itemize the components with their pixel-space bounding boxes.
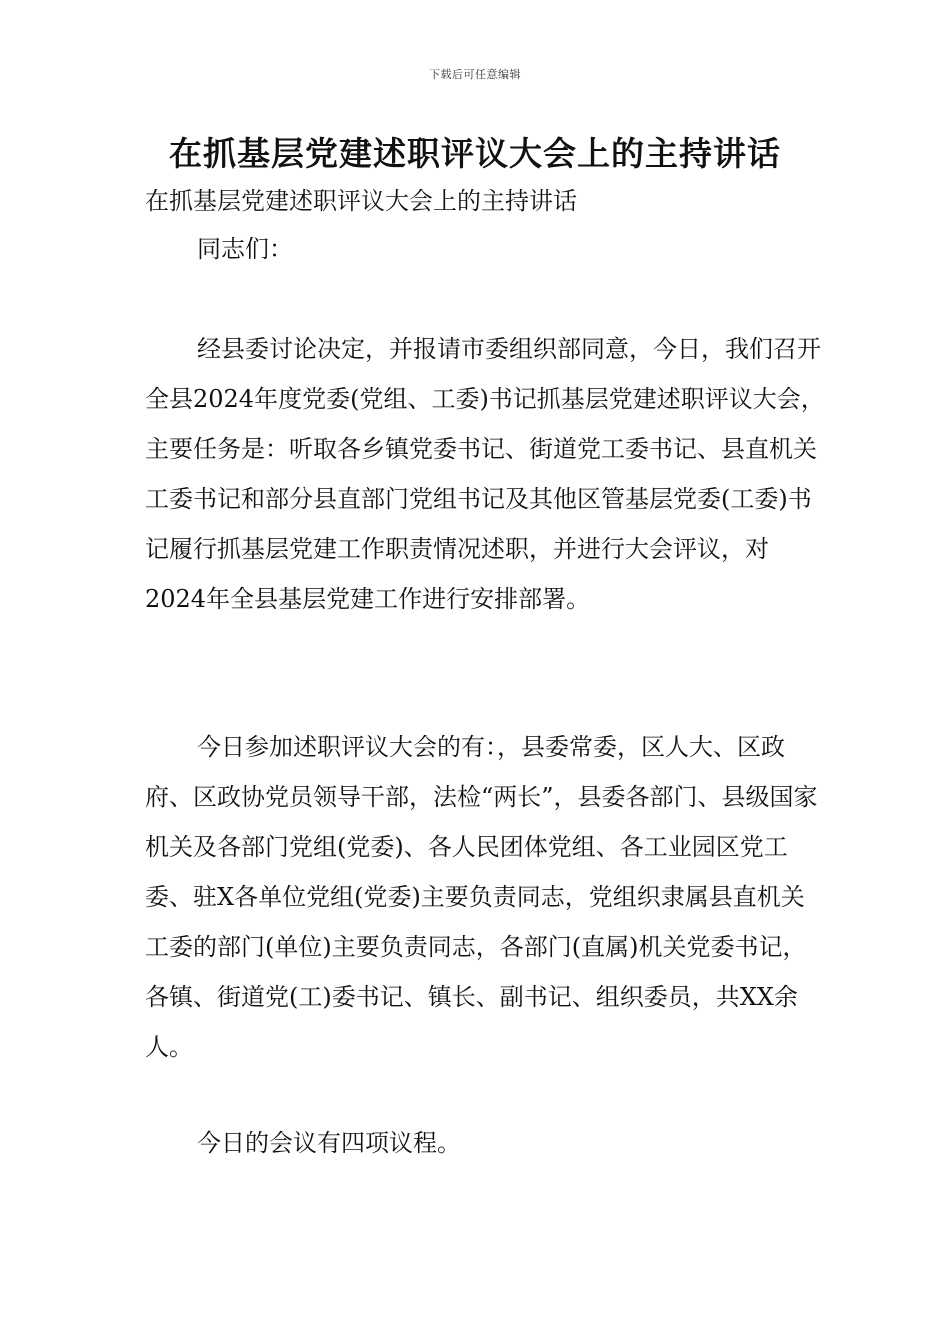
document-subtitle: 在抓基层党建述职评议大会上的主持讲话 xyxy=(145,187,577,215)
paragraph-attendees: 今日参加述职评议大会的有：，县委常委，区人大、区政府、区政协党员领导干部，法检“两长”，县委各部门、县级国家机关及各部门党组(党委)、各人民团体党组、各工业园区党工委、驻X各单位党组(党委)主要负责同志，党组织隶属县直机关工委的部门(单位)主要负责同志，各部门(直属)机关党委书记，各镇、街道党(工)委书记、镇长、副书记、组织委员，共XX余人。 xyxy=(145,733,818,1061)
document-title: 在抓基层党建述职评议大会上的主持讲话 xyxy=(169,134,781,173)
paragraph-meeting-purpose: 经县委讨论决定，并报请市委组织部同意，今日，我们召开全县2024年度党委(党组、工委)书记抓基层党建述职评议大会，主要任务是：听取各乡镇党委书记、街道党工委书记、县直机关工委书记和部分县直部门党组书记及其他区管基层党委(工委)书记履行抓基层党建工作职责情况述职，并进行大会评议，对2024年全县基层党建工作进行安排部署。 xyxy=(145,335,825,613)
paragraph-agenda: 今日的会议有四项议程。 xyxy=(197,1129,461,1157)
header-note: 下载后可任意编辑 xyxy=(429,68,521,81)
salutation: 同志们： xyxy=(197,235,293,263)
